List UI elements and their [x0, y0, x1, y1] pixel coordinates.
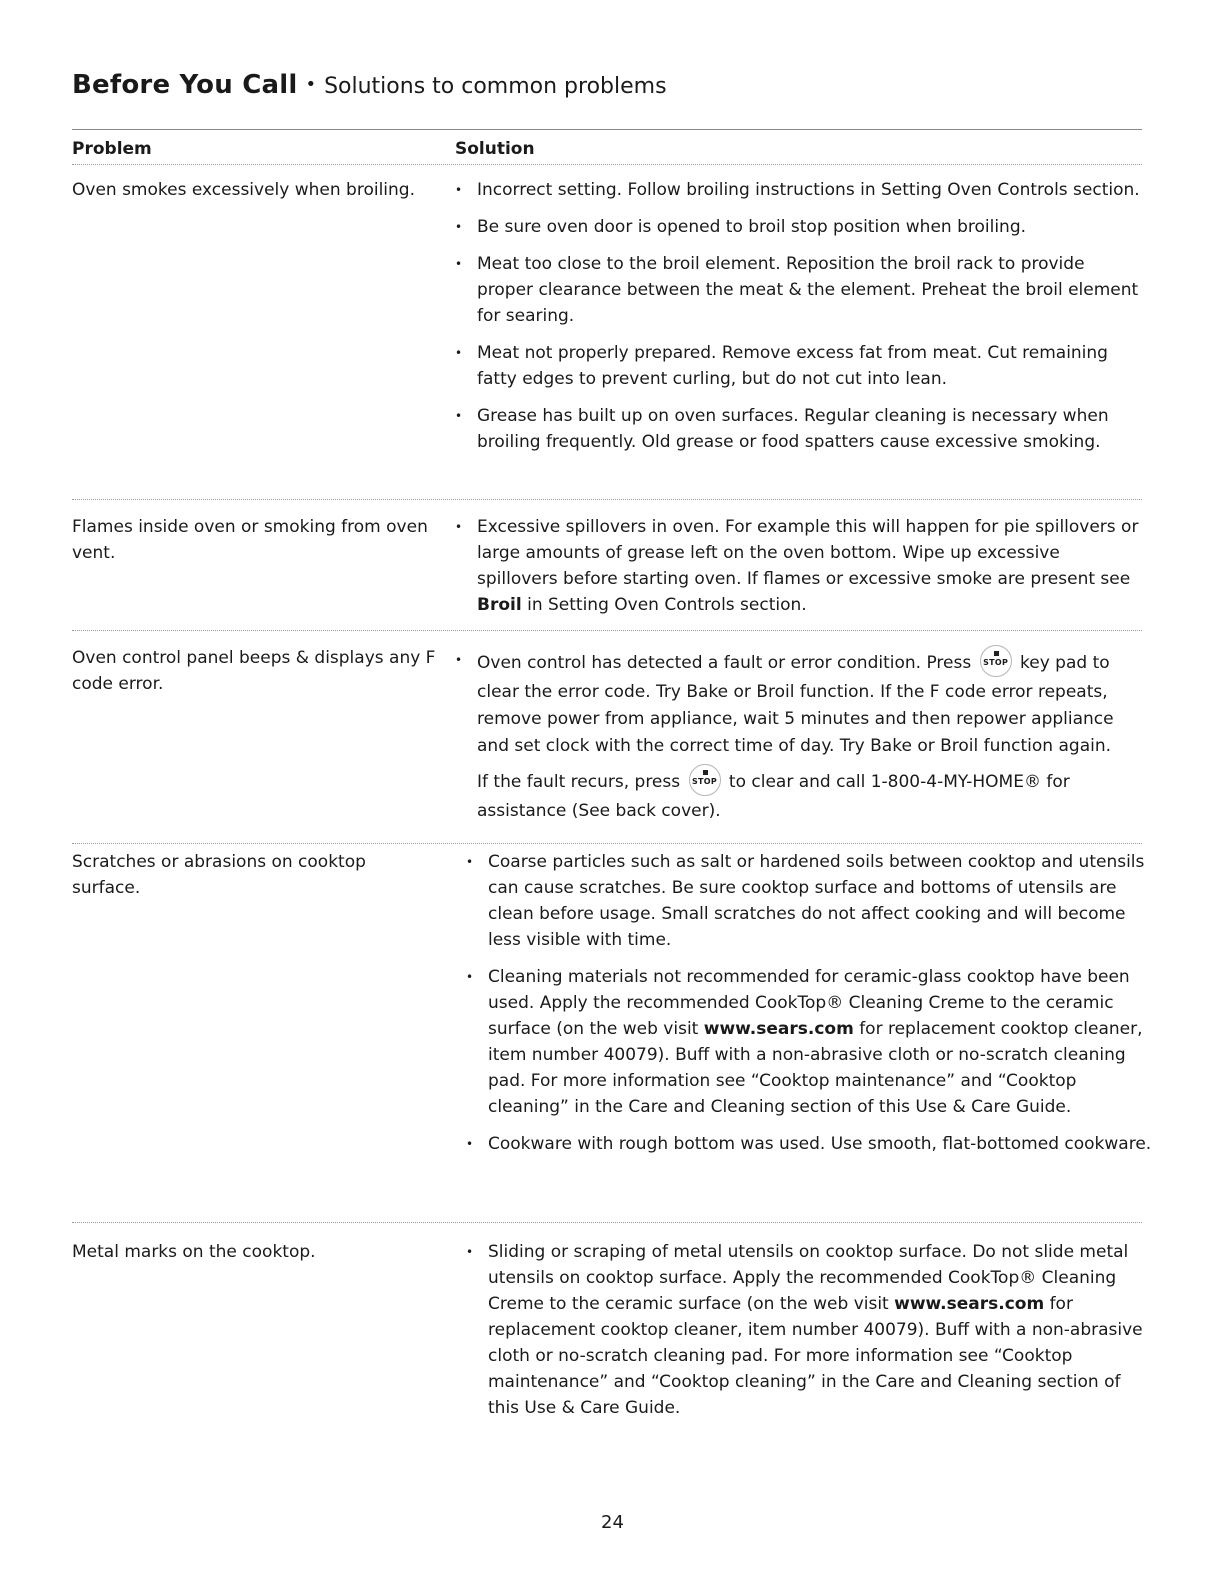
row-divider: [72, 499, 1142, 500]
column-header-rule: [72, 164, 1142, 165]
solution-item: • Incorrect setting. Follow broiling instructions in Setting Oven Controls section.: [455, 177, 1145, 203]
page-subtitle: Solutions to common problems: [324, 74, 667, 99]
row-divider: [72, 843, 1142, 844]
solution-text: Sliding or scraping of metal utensils on cooktop surface. Do not slide metal utensils on cooktop surface. Apply the recommended CookTop® Cleaning Creme to the ceramic surface (on the web visit: [488, 1242, 1129, 1314]
solution-item: • Meat too close to the broil element. Reposition the broil rack to provide proper clearance between the meat & the element. Preheat the broil element for searing.: [455, 251, 1145, 329]
solution-item: • Grease has built up on oven surfaces. Regular cleaning is necessary when broiling frequently. Old grease or food spatters cause excessive smoking.: [455, 403, 1145, 455]
solution-list-scratches: [466, 849, 1156, 1168]
stop-key-icon: STOP: [689, 764, 721, 796]
column-header-solution: Solution: [455, 139, 535, 159]
solution-list-f-code: [455, 647, 1145, 825]
column-header-problem: Problem: [72, 139, 152, 159]
solution-item: • Meat not properly prepared. Remove excess fat from meat. Cut remaining fatty edges to prevent curling, but do not cut into lean.: [455, 340, 1145, 392]
solution-text: key pad to clear the error code. Try Bake or Broil function. If the F code error repeats, remove power from appliance, wait 5 minutes and then repower appliance and set clock with the correct time of day. Try Bake or Broil function again.: [477, 653, 1114, 756]
solution-text: Cleaning materials not recommended for ceramic-glass cooktop have been used. Apply the recommended CookTop® Cleaning Creme to the ceramic surface (on the web visit: [488, 967, 1130, 1039]
solution-text: to clear and call 1-800-4-MY-HOME® for assistance (See back cover).: [477, 772, 1070, 821]
row-divider: [72, 630, 1142, 631]
solution-list-metal-marks: [466, 1239, 1156, 1432]
problem-scratches: Scratches or abrasions on cooktop surface.: [72, 852, 366, 898]
problem-f-code: Oven control panel beeps & displays any F code error.: [72, 648, 436, 694]
website-link: www.sears.com: [703, 1019, 854, 1039]
solution-item: • Be sure oven door is opened to broil stop position when broiling.: [455, 214, 1145, 240]
problem-flames: Flames inside oven or smoking from oven vent.: [72, 517, 428, 563]
stop-key-icon: STOP: [980, 645, 1012, 677]
solution-text: in Setting Oven Controls section.: [521, 595, 807, 615]
page-header: [72, 70, 667, 100]
broil-bold-label: Broil: [477, 595, 522, 615]
title-separator: •: [305, 74, 317, 95]
problem-metal-marks: Metal marks on the cooktop.: [72, 1242, 316, 1262]
solution-item: [466, 964, 1156, 1120]
page-title: Before You Call: [72, 70, 298, 100]
solution-text: for replacement cooktop cleaner, item number 40079). Buff with a non-abrasive cloth or no-scratch cleaning pad. For more information see “Cooktop maintenance” and “Cooktop cleaning” in the Care and Cleaning section of this Use & Care Guide.: [488, 1294, 1143, 1418]
problem-oven-smokes: Oven smokes excessively when broiling.: [72, 180, 415, 200]
solution-item: [455, 647, 1145, 760]
solution-text: Oven control has detected a fault or error condition. Press: [477, 653, 977, 673]
website-link: www.sears.com: [894, 1294, 1045, 1314]
header-rule: [72, 129, 1142, 130]
page-number: 24: [601, 1512, 624, 1533]
solution-item: [455, 514, 1145, 618]
solution-item: • Coarse particles such as salt or hardened soils between cooktop and utensils can cause scratches. Be sure cooktop surface and bottoms of utensils are clean before usage. Small scratches do not affect cooking and will become less visible with time.: [466, 849, 1156, 953]
solution-continuation: [455, 766, 1145, 825]
solution-text: Excessive spillovers in oven. For example this will happen for pie spillovers or large amounts of grease left on the oven bottom. Wipe up excessive spillovers before starting oven. If flames or excessive smoke are present see: [477, 517, 1139, 589]
solution-item: • Cookware with rough bottom was used. Use smooth, flat-bottomed cookware.: [466, 1131, 1156, 1157]
solution-list-oven-smokes: [455, 177, 1145, 466]
solution-list-flames: [455, 514, 1145, 629]
solution-text: If the fault recurs, press: [477, 772, 686, 792]
row-divider: [72, 1222, 1142, 1223]
solution-item: [466, 1239, 1156, 1421]
solution-text: for replacement cooktop cleaner, item number 40079). Buff with a non-abrasive cloth or no-scratch cleaning pad. For more information see “Cooktop maintenance” and “Cooktop cleaning” in the Care and Cleaning section of this Use & Care Guide.: [488, 1019, 1143, 1117]
